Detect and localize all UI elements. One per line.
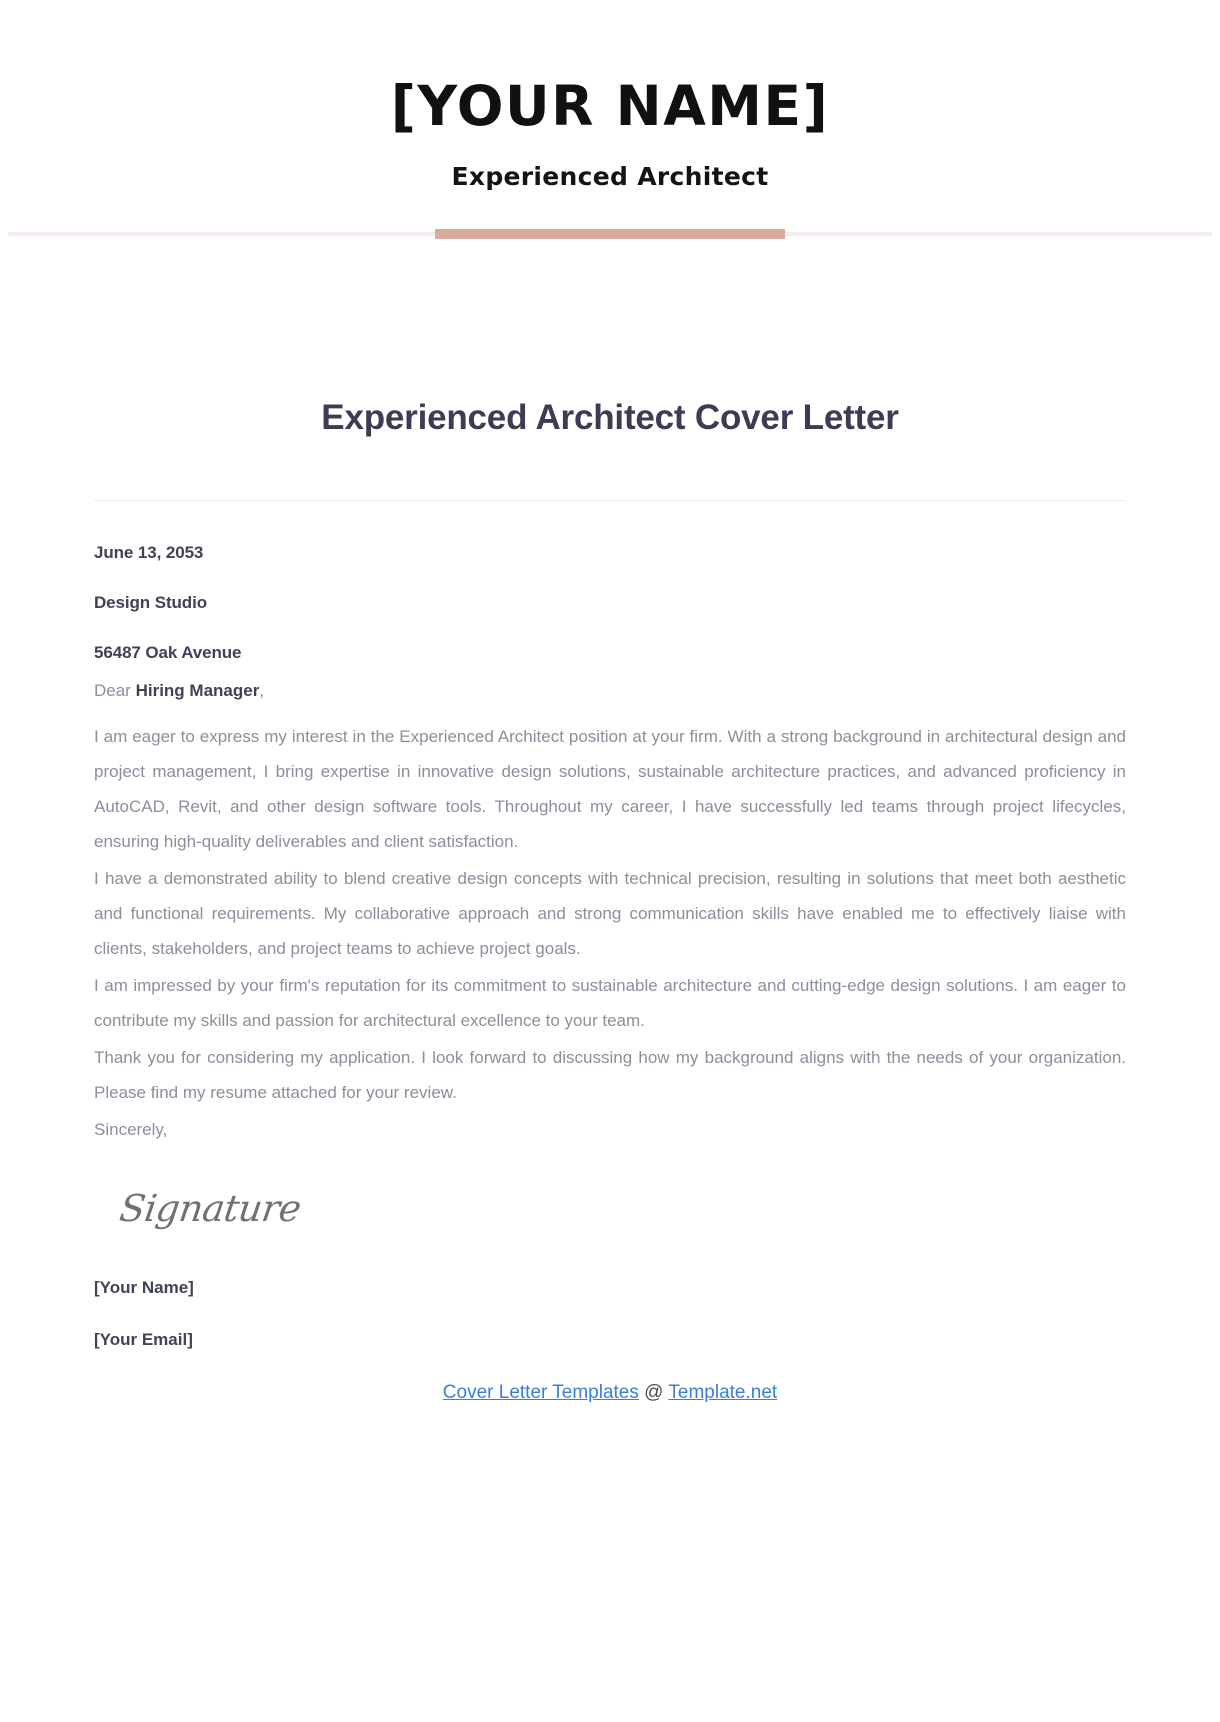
salutation-recipient: Hiring Manager <box>135 680 260 700</box>
signature-mark: Signature <box>116 1186 304 1230</box>
letterhead-name: [YOUR NAME] <box>390 74 830 138</box>
salutation-suffix: , <box>259 680 265 700</box>
signoff-block <box>94 1230 1126 1350</box>
template-net-link[interactable]: Template.net <box>668 1381 778 1403</box>
document-body <box>0 240 1220 1404</box>
salutation-prefix: Dear <box>94 680 136 700</box>
page-title: Experienced Architect Cover Letter <box>321 397 899 437</box>
sender-name: [Your Name] <box>94 1277 194 1297</box>
letter-closing: Sincerely, <box>94 1119 168 1139</box>
cover-letter-templates-link[interactable]: Cover Letter Templates <box>442 1381 639 1403</box>
letter-paragraph: Thank you for considering my application. I look forward to discussing how my background aligns with the needs of your organization. Please find my resume attached for your review. <box>94 1047 1126 1102</box>
sender-email: [Your Email] <box>94 1329 193 1349</box>
letter-paragraph: I am eager to express my interest in the Experienced Architect position at your firm. With a strong background in architectural design and project management, I bring expertise in innovative design solutions, sustainable architecture practices, and advanced proficiency in AutoCAD, Revit, and other design software tools. Throughout my career, I have successfully led teams through project lifecycles, ensuring high-quality deliverables and client satisfaction. <box>94 726 1126 851</box>
divider-accent-bar <box>435 229 785 239</box>
letter-meta-block <box>94 501 1126 663</box>
letter-paragraph: I am impressed by your firm's reputation for its commitment to sustainable architecture and cutting-edge design solutions. I am eager to contribute my skills and passion for architectural excellence to your team. <box>94 975 1126 1030</box>
letterhead-divider <box>0 228 1220 240</box>
letterhead <box>0 0 1220 191</box>
footer-attribution <box>94 1382 1126 1404</box>
recipient-company: Design Studio <box>94 592 207 612</box>
letter-date: June 13, 2053 <box>94 542 204 562</box>
footer-separator: @ <box>638 1381 669 1403</box>
salutation <box>94 681 1126 701</box>
letterhead-role: Experienced Architect <box>451 161 769 191</box>
recipient-address: 56487 Oak Avenue <box>94 642 242 662</box>
letter-paragraph: I have a demonstrated ability to blend creative design concepts with technical precision, resulting in solutions that meet both aesthetic and functional requirements. My collaborative approach and strong communication skills have enabled me to effectively liaise with clients, stakeholders, and project teams to achieve project goals. <box>94 868 1126 958</box>
